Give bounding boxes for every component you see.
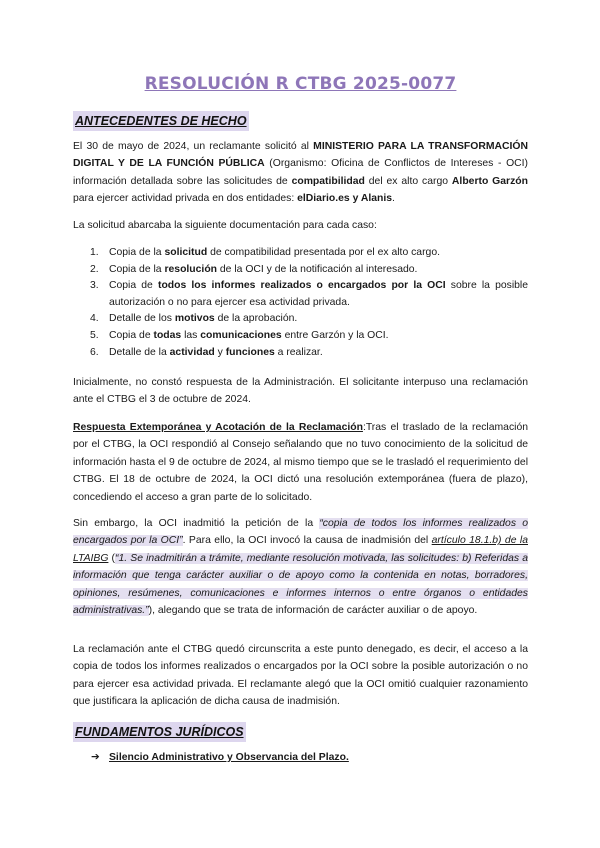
- text-bold: funciones: [225, 346, 275, 358]
- list-item: [73, 278, 528, 311]
- text: El 30 de mayo de 2024, un reclamante solicitó al: [73, 141, 314, 152]
- list-number: 2.: [90, 263, 99, 275]
- list-item: [73, 345, 528, 362]
- text: Sin embargo, la OCI inadmitió la petición de la: [73, 518, 320, 529]
- text: . Para ello, la OCI invocó la causa de inadmisión del: [182, 535, 432, 547]
- subsection-title: Silencio Administrativo y Observancia del Plazo.: [109, 752, 349, 763]
- entity-names: elDiario.es y Alanis: [297, 193, 393, 205]
- text-bold: resolución: [164, 263, 218, 275]
- text-bold: todos los informes realizados o encargados por la OCI: [157, 280, 446, 292]
- text: Detalle de la: [109, 346, 170, 358]
- text: de la aprobación.: [214, 313, 298, 325]
- list-number: 5.: [90, 329, 99, 341]
- text: Copia de: [109, 280, 158, 292]
- list-number: 4.: [90, 313, 99, 325]
- list-number: 6.: [90, 346, 99, 358]
- section-heading-antecedentes: ANTECEDENTES DE HECHO: [73, 111, 249, 131]
- keyword-compatibilidad: compatibilidad: [291, 175, 365, 187]
- text: de la OCI y de la notificación al interesado.: [217, 263, 418, 275]
- text-bold: todas: [153, 329, 182, 341]
- text: (Organismo: Oficina de Conflictos de Intereses - OCI) información detallada sobre las solicitudes de: [73, 158, 529, 187]
- paragraph-circunscrita: La reclamación ante el CTBG quedó circunscrita a este punto denegado, es decir, el acceso a la copia de todos los informes realizados o encargados por la OCI sobre la posible autorización o no para ejercer esa actividad privada. El reclamante alegó que la OCI omitió cualquier razonamiento que justificara la aplicación de dicha causa de inadmisión.: [73, 644, 528, 708]
- text: y: [214, 346, 226, 358]
- text: Copia de la: [109, 247, 165, 258]
- paragraph-reclamacion: Inicialmente, no constó respuesta de la Administración. El solicitante interpuso una reclamación ante el CTBG el 3 de octubre de 2024.: [73, 377, 528, 406]
- paragraph-respuesta-extemporanea: [73, 419, 528, 506]
- text: las: [181, 329, 201, 341]
- subsection-silencio: [91, 751, 349, 763]
- quote-highlight: “copia de todos los informes realizados o encargados por la OCI”: [73, 518, 528, 547]
- list-number: 3.: [90, 280, 99, 292]
- text: de compatibilidad presentada por el ex alto cargo.: [207, 247, 440, 258]
- text: :Tras el traslado de la reclamación por el CTBG, la OCI respondió al Consejo señalando que no tuvo conocimiento de la solicitud de información hasta el 9 de octubre de 2024, al mismo tiempo que se le trasladó el requerimiento del CTBG. El 18 de octubre de 2024, la OCI dictó una resolución extemporánea (fuera de plazo), concediendo el acceso a gran parte de lo solicitado.: [73, 422, 529, 503]
- text: sobre la posible autorización o no para ejercer esa actividad privada.: [109, 280, 529, 308]
- text-bold: actividad: [169, 346, 215, 358]
- text-bold: solicitud: [164, 247, 208, 258]
- list-item: [73, 311, 528, 328]
- text: a realizar.: [274, 346, 323, 358]
- list-item: [73, 262, 528, 279]
- text: Copia de la: [109, 263, 165, 275]
- text: ), alegando que se trata de información de carácter auxiliar o de apoyo.: [148, 605, 478, 617]
- legal-quote-highlight: “1. Se inadmitirán a trámite, mediante resolución motivada, las solicitudes: b) Referidas a información que tenga carácter auxiliar o de apoyo como la contenida en notas, borradores, opiniones, resúmenes, comunicaciones e informes internos o entre órganos o entidades administrativas.”: [73, 552, 528, 617]
- paragraph-inadmision: [73, 515, 528, 619]
- arrow-right-icon: ➔: [91, 752, 100, 763]
- paragraph-documentacion-intro: La solicitud abarcaba la siguiente documentación para cada caso:: [73, 220, 377, 231]
- text: Detalle de los: [109, 313, 175, 325]
- text: para ejercer actividad privada en dos entidades:: [73, 193, 298, 205]
- list-number: 1.: [90, 247, 99, 258]
- text: .: [392, 193, 395, 205]
- list-item: [73, 328, 528, 345]
- subheading-respuesta: Respuesta Extemporánea y Acotación de la Reclamación: [73, 422, 363, 433]
- person-name: Alberto Garzón: [451, 175, 528, 187]
- legal-reference: artículo 18.1.b) de la LTAIBG: [73, 535, 528, 564]
- text: del ex alto cargo: [364, 175, 452, 187]
- text: (: [108, 552, 116, 564]
- ministry-name: MINISTERIO PARA LA TRANSFORMACIÓN DIGITAL Y DE LA FUNCIÓN PÚBLICA: [73, 141, 529, 170]
- text: Copia de: [109, 329, 154, 341]
- text-bold: motivos: [174, 313, 215, 325]
- paragraph-solicitud: [73, 138, 528, 208]
- text: entre Garzón y la OCI.: [281, 329, 389, 341]
- list-item: [73, 245, 528, 262]
- text-bold: comunicaciones: [200, 329, 282, 341]
- document-title: RESOLUCIÓN R CTBG 2025-0077: [144, 74, 457, 94]
- section-heading-fundamentos: FUNDAMENTOS JURÍDICOS: [73, 722, 246, 742]
- documentation-list: [73, 245, 528, 361]
